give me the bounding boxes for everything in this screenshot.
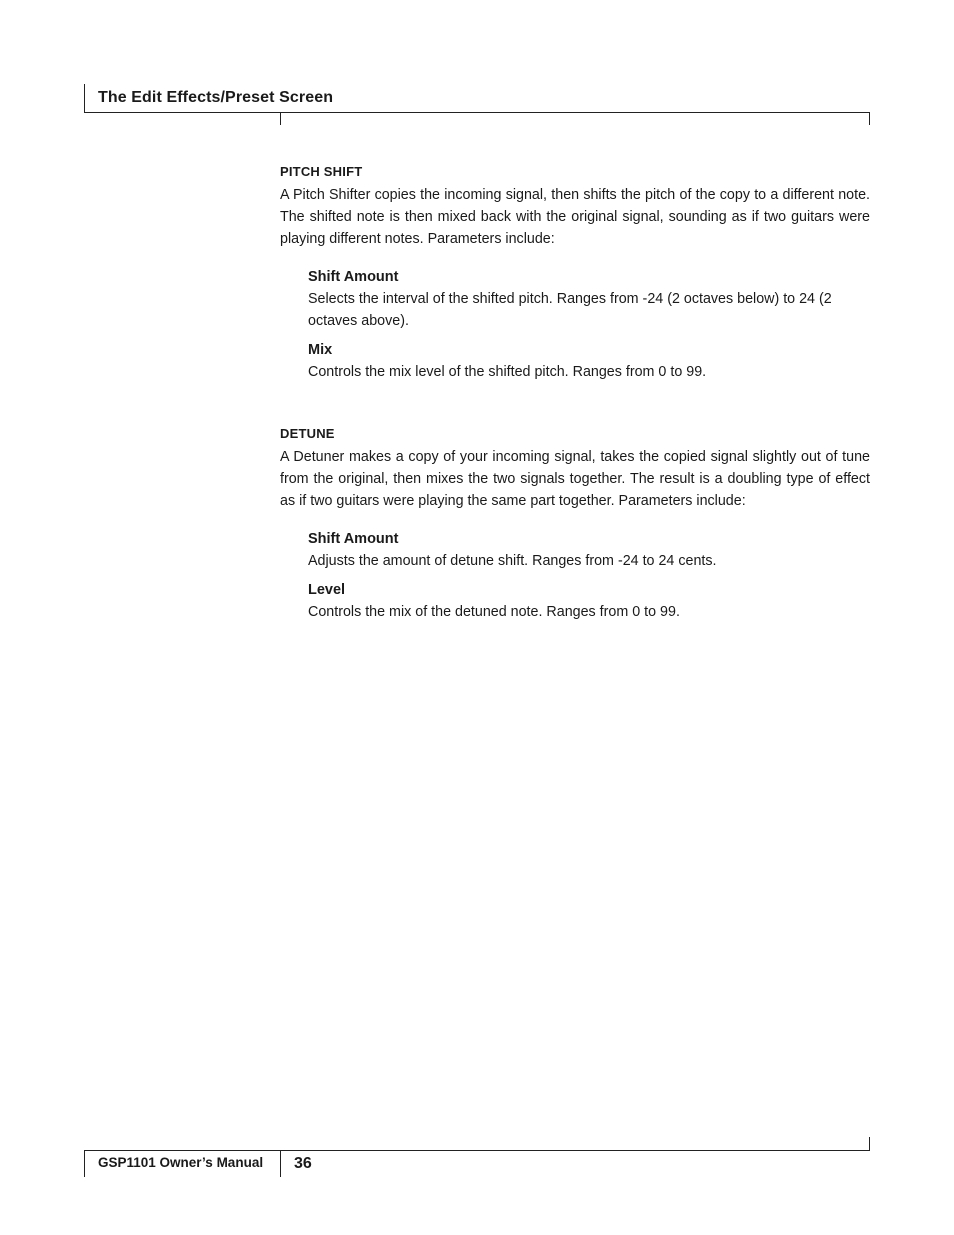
footer-horizontal-rule xyxy=(84,1150,870,1151)
header-horizontal-rule xyxy=(84,112,870,113)
page-header-title: The Edit Effects/Preset Screen xyxy=(98,89,334,106)
param-desc: Controls the mix of the detuned note. Ranges from 0 to 99. xyxy=(308,604,680,620)
param-desc: Controls the mix level of the shifted pitch. Ranges from 0 to 99. xyxy=(308,364,707,380)
section-intro: A Detuner makes a copy of your incoming signal, takes the copied signal slightly out of tune from the original, then mixes the two signals together. The result is a doubling type of effect as if two guitars were playing the same part together. Parameters include: xyxy=(280,449,870,509)
param-item xyxy=(308,528,870,572)
param-name: Mix xyxy=(308,342,333,358)
param-desc: Adjusts the amount of detune shift. Ranges from -24 to 24 cents. xyxy=(308,553,717,569)
footer-left-vertical-rule xyxy=(84,1150,85,1177)
param-list xyxy=(308,528,870,623)
param-name: Shift Amount xyxy=(308,269,399,285)
pitch-shift-section xyxy=(280,164,870,383)
param-desc: Selects the interval of the shifted pitch. Ranges from -24 (2 octaves below) to 24 (2 octaves above). xyxy=(308,291,832,329)
param-name: Level xyxy=(308,582,346,598)
section-spacer xyxy=(280,390,870,426)
section-heading: PITCH SHIFT xyxy=(280,164,363,179)
footer-right-tick xyxy=(869,1137,870,1150)
section-intro: A Pitch Shifter copies the incoming signal, then shifts the pitch of the copy to a different note. The shifted note is then mixed back with the original signal, sounding as if two guitars were playing different notes. Parameters include: xyxy=(280,187,870,247)
footer-manual-title: GSP1101 Owner’s Manual xyxy=(98,1155,264,1170)
header-left-vertical-rule xyxy=(84,84,85,113)
footer-mid-divider xyxy=(280,1150,281,1177)
header-mid-tick xyxy=(280,112,281,125)
param-name: Shift Amount xyxy=(308,531,399,547)
param-list xyxy=(308,266,870,383)
param-item xyxy=(308,266,870,332)
section-heading: DETUNE xyxy=(280,426,335,441)
detune-section xyxy=(280,426,870,623)
header-right-tick xyxy=(869,112,870,125)
param-item xyxy=(308,339,870,383)
main-content xyxy=(280,164,870,630)
page-number: 36 xyxy=(294,1155,312,1172)
param-item xyxy=(308,579,870,623)
